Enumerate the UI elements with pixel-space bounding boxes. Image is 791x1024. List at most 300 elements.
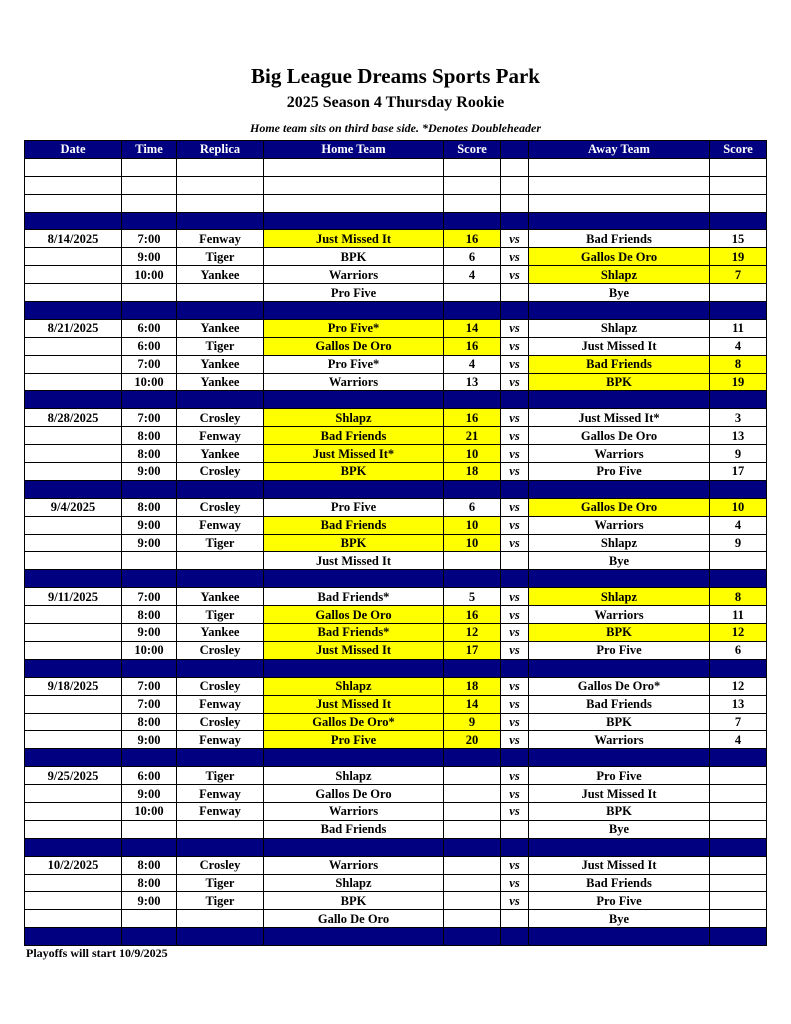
blank-row [25, 158, 767, 176]
away-team-cell: Warriors [529, 606, 710, 624]
home-team-cell: Pro Five* [264, 319, 444, 337]
week-separator-row [25, 570, 767, 588]
away-score-cell: 10 [710, 498, 767, 516]
separator-cell [177, 928, 264, 946]
separator-cell [444, 480, 501, 498]
page-subtitle: 2025 Season 4 Thursday Rookie [286, 94, 505, 111]
home-score-cell: 10 [444, 516, 501, 534]
home-team-cell: Bad Friends* [264, 588, 444, 606]
vs-cell: vs [501, 588, 529, 606]
separator-cell [444, 838, 501, 856]
away-team-cell: Bye [529, 552, 710, 570]
replica-cell: Yankee [177, 266, 264, 284]
separator-cell [25, 659, 122, 677]
away-team-cell: Warriors [529, 445, 710, 463]
vs-cell: vs [501, 463, 529, 481]
away-team-cell: BPK [529, 713, 710, 731]
home-score-cell [444, 785, 501, 803]
away-team-cell: Gallos De Oro [529, 498, 710, 516]
blank-cell [529, 176, 710, 194]
home-score-cell [444, 802, 501, 820]
replica-cell: Crosley [177, 713, 264, 731]
separator-cell [122, 928, 177, 946]
home-team-cell: Pro Five [264, 731, 444, 749]
away-team-cell: Gallos De Oro [529, 248, 710, 266]
date-cell [25, 910, 122, 928]
separator-cell [264, 391, 444, 409]
away-score-cell: 9 [710, 445, 767, 463]
home-score-cell: 20 [444, 731, 501, 749]
vs-cell: vs [501, 248, 529, 266]
separator-cell [25, 480, 122, 498]
home-score-cell [444, 820, 501, 838]
separator-cell [501, 838, 529, 856]
game-row [25, 355, 767, 373]
separator-cell [122, 302, 177, 320]
separator-cell [444, 302, 501, 320]
replica-cell [177, 820, 264, 838]
separator-cell [25, 302, 122, 320]
away-score-cell: 9 [710, 534, 767, 552]
separator-cell [25, 391, 122, 409]
separator-cell [122, 659, 177, 677]
separator-cell [122, 480, 177, 498]
week-separator-row [25, 391, 767, 409]
game-row [25, 248, 767, 266]
home-score-cell: 21 [444, 427, 501, 445]
home-score-cell: 18 [444, 677, 501, 695]
date-cell [25, 355, 122, 373]
time-cell: 9:00 [122, 731, 177, 749]
home-team-cell: Pro Five [264, 498, 444, 516]
separator-cell [710, 838, 767, 856]
col-header-away-team: Away Team [529, 141, 710, 159]
home-score-cell: 9 [444, 713, 501, 731]
game-row [25, 463, 767, 481]
game-row [25, 802, 767, 820]
vs-cell: vs [501, 874, 529, 892]
vs-cell: vs [501, 713, 529, 731]
home-team-cell: Gallos De Oro [264, 337, 444, 355]
separator-cell [501, 659, 529, 677]
time-cell: 10:00 [122, 641, 177, 659]
col-header-time: Time [122, 141, 177, 159]
home-team-cell: Pro Five [264, 284, 444, 302]
vs-cell: vs [501, 767, 529, 785]
col-header-home-team: Home Team [264, 141, 444, 159]
replica-cell: Tiger [177, 337, 264, 355]
away-team-cell: Shlapz [529, 319, 710, 337]
game-row [25, 713, 767, 731]
home-score-cell [444, 552, 501, 570]
separator-cell [264, 749, 444, 767]
away-score-cell: 8 [710, 588, 767, 606]
home-score-cell [444, 874, 501, 892]
separator-cell [264, 928, 444, 946]
game-row [25, 409, 767, 427]
away-score-cell: 12 [710, 677, 767, 695]
home-team-cell: BPK [264, 534, 444, 552]
separator-cell [25, 749, 122, 767]
blank-cell [501, 194, 529, 212]
separator-cell [177, 570, 264, 588]
vs-cell: vs [501, 409, 529, 427]
away-team-cell: BPK [529, 802, 710, 820]
game-row [25, 820, 767, 838]
date-cell: 8/28/2025 [25, 409, 122, 427]
table-header-row [25, 141, 767, 159]
time-cell: 9:00 [122, 516, 177, 534]
home-team-cell: Shlapz [264, 874, 444, 892]
away-score-cell [710, 802, 767, 820]
home-score-cell: 4 [444, 266, 501, 284]
footer-note: Playoffs will start 10/9/2025 [26, 946, 168, 960]
replica-cell: Fenway [177, 230, 264, 248]
date-cell [25, 337, 122, 355]
date-cell [25, 427, 122, 445]
separator-cell [177, 659, 264, 677]
away-score-cell: 15 [710, 230, 767, 248]
game-row [25, 552, 767, 570]
home-team-cell: BPK [264, 463, 444, 481]
away-team-cell: Bad Friends [529, 230, 710, 248]
separator-cell [529, 659, 710, 677]
home-team-cell: Just Missed It [264, 641, 444, 659]
away-score-cell [710, 767, 767, 785]
replica-cell: Fenway [177, 695, 264, 713]
away-team-cell: Bye [529, 820, 710, 838]
game-row [25, 785, 767, 803]
separator-cell [710, 928, 767, 946]
replica-cell: Crosley [177, 409, 264, 427]
time-cell: 7:00 [122, 230, 177, 248]
home-team-cell: Gallos De Oro [264, 785, 444, 803]
separator-cell [177, 391, 264, 409]
vs-cell: vs [501, 892, 529, 910]
away-score-cell [710, 284, 767, 302]
away-team-cell: Just Missed It [529, 856, 710, 874]
time-cell: 9:00 [122, 892, 177, 910]
home-team-cell: Bad Friends [264, 820, 444, 838]
vs-cell: vs [501, 624, 529, 642]
replica-cell: Tiger [177, 892, 264, 910]
vs-cell: vs [501, 641, 529, 659]
blank-cell [710, 158, 767, 176]
game-row [25, 767, 767, 785]
blank-cell [122, 176, 177, 194]
game-row [25, 534, 767, 552]
week-separator-row [25, 212, 767, 230]
separator-cell [501, 480, 529, 498]
replica-cell [177, 552, 264, 570]
away-team-cell: Shlapz [529, 588, 710, 606]
game-row [25, 498, 767, 516]
date-cell [25, 624, 122, 642]
date-cell: 8/14/2025 [25, 230, 122, 248]
date-cell [25, 606, 122, 624]
replica-cell [177, 284, 264, 302]
home-team-cell: Shlapz [264, 677, 444, 695]
time-cell: 9:00 [122, 248, 177, 266]
separator-cell [529, 928, 710, 946]
away-score-cell [710, 910, 767, 928]
date-cell: 10/2/2025 [25, 856, 122, 874]
blank-cell [177, 194, 264, 212]
separator-cell [529, 212, 710, 230]
blank-cell [264, 176, 444, 194]
replica-cell: Crosley [177, 498, 264, 516]
away-team-cell: Bad Friends [529, 695, 710, 713]
home-score-cell [444, 892, 501, 910]
blank-cell [710, 176, 767, 194]
blank-cell [122, 194, 177, 212]
col-header-vs [501, 141, 529, 159]
home-score-cell: 14 [444, 319, 501, 337]
replica-cell: Tiger [177, 874, 264, 892]
game-row [25, 606, 767, 624]
replica-cell: Fenway [177, 427, 264, 445]
replica-cell: Yankee [177, 319, 264, 337]
date-cell [25, 463, 122, 481]
away-score-cell: 13 [710, 427, 767, 445]
home-team-cell: Bad Friends [264, 427, 444, 445]
separator-cell [264, 659, 444, 677]
vs-cell: vs [501, 534, 529, 552]
game-row [25, 266, 767, 284]
home-team-cell: Just Missed It [264, 695, 444, 713]
game-row [25, 910, 767, 928]
away-score-cell [710, 552, 767, 570]
away-team-cell: Shlapz [529, 266, 710, 284]
game-row [25, 319, 767, 337]
time-cell: 8:00 [122, 713, 177, 731]
date-cell [25, 731, 122, 749]
vs-cell [501, 284, 529, 302]
vs-cell: vs [501, 516, 529, 534]
replica-cell: Yankee [177, 445, 264, 463]
separator-cell [710, 391, 767, 409]
away-score-cell: 11 [710, 606, 767, 624]
home-score-cell: 5 [444, 588, 501, 606]
home-score-cell: 6 [444, 248, 501, 266]
time-cell: 6:00 [122, 337, 177, 355]
separator-cell [444, 212, 501, 230]
home-team-cell: Just Missed It [264, 230, 444, 248]
date-cell [25, 266, 122, 284]
separator-cell [710, 749, 767, 767]
away-score-cell: 4 [710, 337, 767, 355]
away-team-cell: Gallos De Oro* [529, 677, 710, 695]
separator-cell [122, 838, 177, 856]
replica-cell: Fenway [177, 785, 264, 803]
replica-cell: Tiger [177, 248, 264, 266]
date-cell [25, 445, 122, 463]
away-score-cell [710, 856, 767, 874]
blank-cell [444, 176, 501, 194]
separator-cell [501, 749, 529, 767]
date-cell [25, 820, 122, 838]
home-team-cell: Just Missed It [264, 552, 444, 570]
blank-cell [529, 194, 710, 212]
week-separator-row [25, 480, 767, 498]
home-score-cell: 16 [444, 337, 501, 355]
time-cell: 7:00 [122, 409, 177, 427]
date-cell [25, 695, 122, 713]
away-team-cell: Just Missed It* [529, 409, 710, 427]
date-cell [25, 284, 122, 302]
separator-cell [122, 212, 177, 230]
separator-cell [264, 480, 444, 498]
blank-cell [264, 158, 444, 176]
replica-cell: Crosley [177, 463, 264, 481]
home-team-cell: Bad Friends [264, 516, 444, 534]
time-cell: 7:00 [122, 355, 177, 373]
separator-cell [710, 570, 767, 588]
away-score-cell: 19 [710, 248, 767, 266]
home-score-cell: 14 [444, 695, 501, 713]
home-team-cell: Pro Five* [264, 355, 444, 373]
separator-cell [25, 928, 122, 946]
separator-cell [710, 659, 767, 677]
vs-cell: vs [501, 606, 529, 624]
separator-cell [177, 749, 264, 767]
time-cell: 7:00 [122, 677, 177, 695]
home-score-cell [444, 856, 501, 874]
away-score-cell: 8 [710, 355, 767, 373]
game-row [25, 624, 767, 642]
away-team-cell: Bad Friends [529, 355, 710, 373]
blank-cell [177, 158, 264, 176]
date-cell [25, 874, 122, 892]
replica-cell: Fenway [177, 802, 264, 820]
home-team-cell: Warriors [264, 856, 444, 874]
separator-cell [25, 212, 122, 230]
game-row [25, 427, 767, 445]
game-row [25, 284, 767, 302]
vs-cell [501, 820, 529, 838]
separator-cell [444, 391, 501, 409]
vs-cell: vs [501, 695, 529, 713]
separator-cell [710, 212, 767, 230]
separator-cell [444, 570, 501, 588]
away-score-cell: 3 [710, 409, 767, 427]
game-row [25, 373, 767, 391]
time-cell [122, 552, 177, 570]
week-separator-row [25, 928, 767, 946]
week-separator-row [25, 838, 767, 856]
away-score-cell: 4 [710, 516, 767, 534]
separator-cell [177, 838, 264, 856]
time-cell: 9:00 [122, 463, 177, 481]
separator-cell [501, 928, 529, 946]
game-row [25, 588, 767, 606]
separator-cell [122, 570, 177, 588]
game-row [25, 874, 767, 892]
replica-cell: Tiger [177, 534, 264, 552]
time-cell [122, 910, 177, 928]
blank-cell [177, 176, 264, 194]
game-row [25, 731, 767, 749]
blank-cell [501, 176, 529, 194]
blank-cell [25, 158, 122, 176]
col-header-away-score: Score [710, 141, 767, 159]
home-team-cell: Warriors [264, 266, 444, 284]
blank-cell [501, 158, 529, 176]
week-separator-row [25, 302, 767, 320]
replica-cell: Tiger [177, 767, 264, 785]
vs-cell: vs [501, 427, 529, 445]
separator-cell [177, 212, 264, 230]
date-cell: 9/18/2025 [25, 677, 122, 695]
away-team-cell: Pro Five [529, 641, 710, 659]
home-team-cell: Gallo De Oro [264, 910, 444, 928]
home-score-cell: 16 [444, 606, 501, 624]
home-score-cell: 10 [444, 534, 501, 552]
schedule-body [25, 158, 767, 945]
replica-cell [177, 910, 264, 928]
away-team-cell: Shlapz [529, 534, 710, 552]
home-score-cell: 17 [444, 641, 501, 659]
home-team-cell: BPK [264, 892, 444, 910]
vs-cell [501, 910, 529, 928]
home-score-cell [444, 284, 501, 302]
blank-cell [444, 194, 501, 212]
home-score-cell: 16 [444, 230, 501, 248]
separator-cell [444, 749, 501, 767]
date-cell [25, 802, 122, 820]
home-score-cell: 6 [444, 498, 501, 516]
home-score-cell: 18 [444, 463, 501, 481]
separator-cell [264, 212, 444, 230]
separator-cell [264, 838, 444, 856]
home-team-cell: Warriors [264, 373, 444, 391]
separator-cell [501, 570, 529, 588]
game-row [25, 677, 767, 695]
away-team-cell: Pro Five [529, 463, 710, 481]
blank-cell [25, 194, 122, 212]
week-separator-row [25, 659, 767, 677]
blank-cell [529, 158, 710, 176]
vs-cell: vs [501, 856, 529, 874]
blank-row [25, 194, 767, 212]
home-score-cell: 12 [444, 624, 501, 642]
time-cell: 10:00 [122, 266, 177, 284]
replica-cell: Tiger [177, 606, 264, 624]
date-cell [25, 892, 122, 910]
home-team-cell: BPK [264, 248, 444, 266]
page-title: Big League Dreams Sports Park [251, 64, 540, 88]
away-score-cell [710, 820, 767, 838]
blank-cell [710, 194, 767, 212]
date-cell: 9/4/2025 [25, 498, 122, 516]
replica-cell: Crosley [177, 641, 264, 659]
separator-cell [710, 480, 767, 498]
date-cell [25, 373, 122, 391]
away-team-cell: Warriors [529, 731, 710, 749]
separator-cell [529, 480, 710, 498]
home-team-cell: Gallos De Oro* [264, 713, 444, 731]
away-score-cell: 7 [710, 713, 767, 731]
replica-cell: Yankee [177, 355, 264, 373]
vs-cell: vs [501, 266, 529, 284]
home-score-cell: 16 [444, 409, 501, 427]
time-cell: 9:00 [122, 785, 177, 803]
away-team-cell: Bad Friends [529, 874, 710, 892]
home-team-cell: Gallos De Oro [264, 606, 444, 624]
game-row [25, 337, 767, 355]
separator-cell [529, 570, 710, 588]
date-cell: 8/21/2025 [25, 319, 122, 337]
